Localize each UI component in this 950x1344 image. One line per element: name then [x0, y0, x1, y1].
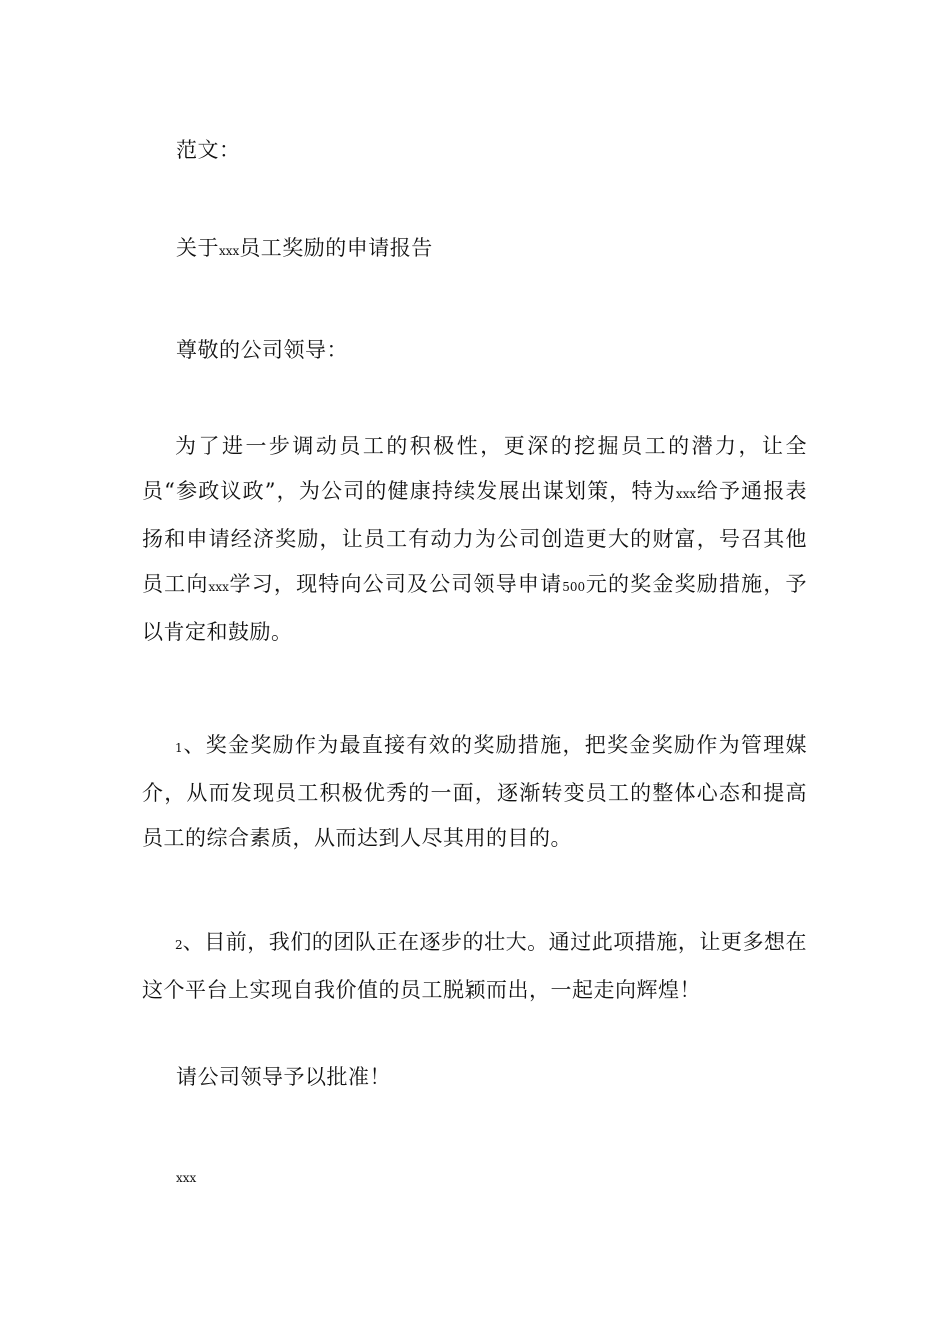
body-part-3: 学习，现特向公司及公司领导申请 [228, 572, 563, 596]
list-item-1 [142, 723, 807, 861]
list-item-1-number: 1 [175, 741, 183, 755]
body-paragraph [142, 424, 807, 655]
list-item-2-number: 2 [175, 938, 183, 952]
list-item-1-text: 、奖金奖励作为最直接有效的奖励措施，把奖金奖励作为管理媒介，从而发现员工积极优秀的一面，逐渐转变员工的整体心态和提高员工的综合素质，从而达到人尽其用的目的。 [142, 733, 807, 850]
list-item-2 [142, 920, 807, 1013]
heading-label: 范文： [176, 138, 241, 162]
signature: xxx [176, 1171, 197, 1185]
body-amount: 500 [562, 580, 586, 594]
body-part-2: 给予通报表扬和申请经济奖励，让员工有动力为公司创造更大的财富，号召其他员工向 [142, 479, 807, 596]
body-part-1: 为了进一步调动员工的积极性，更深的挖掘员工的潜力，让全员“参政议政”，为公司的健康持续发展出谋划策，特为 [142, 434, 807, 503]
body-name-1: xxx [675, 487, 697, 501]
body-name-2: xxx [208, 580, 229, 594]
title-prefix: 关于 [176, 236, 219, 260]
title-name: xxx [219, 244, 240, 258]
document-title [176, 233, 433, 266]
request-line: 请公司领导予以批准！ [176, 1065, 391, 1089]
body-part-4: 元的奖金奖励措施，予以肯定和鼓励。 [142, 572, 808, 644]
title-suffix: 员工奖励的申请报告 [239, 236, 433, 260]
salutation: 尊敬的公司领导： [176, 338, 348, 362]
list-item-2-text: 、目前，我们的团队正在逐步的壮大。通过此项措施，让更多想在这个平台上实现自我价值的员工脱颖而出，一起走向辉煌！ [142, 930, 807, 1002]
